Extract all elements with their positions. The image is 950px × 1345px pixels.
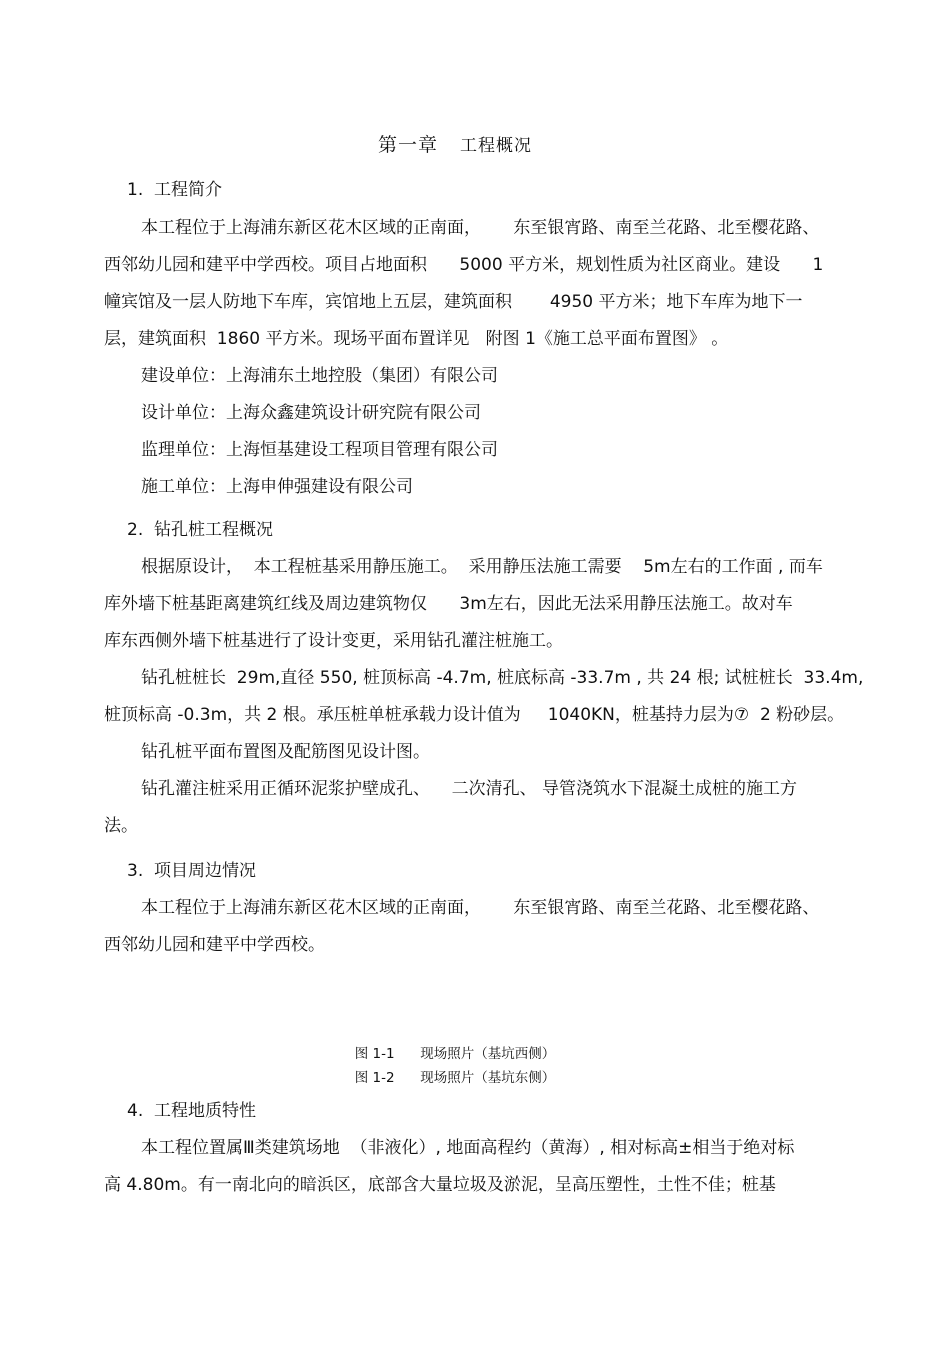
paragraph-line: 西邻幼儿园和建平中学西校。项目占地面积 5000 平方米，规划性质为社区商业。建设 1 — [104, 255, 824, 275]
paragraph-line: 钻孔灌注桩采用正循环泥浆护壁成孔、 二次清孔、 导管浇筑水下混凝土成桩的施工方 — [141, 779, 798, 799]
figure-caption-2: 图 1-2 现场照片（基坑东侧） — [354, 1070, 556, 1086]
figure-caption-1: 图 1-1 现场照片（基坑西侧） — [354, 1046, 556, 1062]
unit-contractor: 施工单位：上海申伸强建设有限公司 — [141, 477, 413, 497]
paragraph-line: 钻孔桩桩长 29m,直径 550, 桩顶标高 -4.7m, 桩底标高 -33.7m , 共 24 根; 试桩桩长 33.4m, — [141, 668, 864, 688]
paragraph-line: 本工程位于上海浦东新区花木区域的正南面， 东至银宵路、南至兰花路、北至樱花路、 — [141, 898, 820, 918]
section-2-body — [104, 549, 864, 845]
section-heading-4: 4. 工程地质特性 — [127, 1101, 257, 1121]
section-heading-3: 3. 项目周边情况 — [127, 861, 257, 881]
paragraph-line: 本工程位置属Ⅲ类建筑场地 （非液化）, 地面高程约（黄海）, 相对标高±相当于绝对标 — [141, 1138, 795, 1158]
paragraph-line: 高 4.80m。有一南北向的暗浜区，底部含大量垃圾及淤泥，呈高压塑性，土性不佳；桩基 — [104, 1175, 776, 1195]
section-heading-2: 2. 钻孔桩工程概况 — [127, 520, 274, 540]
unit-supervision: 监理单位：上海恒基建设工程项目管理有限公司 — [141, 440, 498, 460]
unit-design: 设计单位：上海众鑫建筑设计研究院有限公司 — [141, 403, 481, 423]
paragraph-line: 法。 — [104, 816, 138, 836]
paragraph-line: 西邻幼儿园和建平中学西校。 — [104, 935, 325, 955]
paragraph-line: 本工程位于上海浦东新区花木区域的正南面， 东至银宵路、南至兰花路、北至樱花路、 — [141, 218, 820, 238]
paragraph-line: 桩顶标高 -0.3m，共 2 根。承压桩单桩承载力设计值为 1040KN，桩基持力层为⑦ 2 粉砂层。 — [104, 705, 845, 725]
paragraph-line: 层，建筑面积 1860 平方米。现场平面布置详见 附图 1《施工总平面布置图》 。 — [104, 329, 729, 349]
section-3-body — [104, 890, 849, 964]
paragraph-line: 库东西侧外墙下桩基进行了设计变更，采用钻孔灌注桩施工。 — [104, 631, 563, 651]
chapter-name: 工程概况 — [460, 136, 532, 156]
section-4-body — [104, 1130, 849, 1204]
paragraph-line: 幢宾馆及一层人防地下车库，宾馆地上五层，建筑面积 4950 平方米；地下车库为地下一 — [104, 292, 803, 312]
section-heading-1: 1. 工程简介 — [127, 180, 223, 200]
chapter-title — [0, 130, 910, 157]
paragraph-line: 库外墙下桩基距离建筑红线及周边建筑物仅 3m左右，因此无法采用静压法施工。故对车 — [104, 594, 793, 614]
section-1-body — [104, 210, 849, 506]
paragraph-line: 钻孔桩平面布置图及配筋图见设计图。 — [141, 742, 430, 762]
paragraph-line: 根据原设计， 本工程桩基采用静压施工。 采用静压法施工需要 5m左右的工作面 , 而车 — [141, 557, 823, 577]
unit-construction: 建设单位：上海浦东土地控股（集团）有限公司 — [141, 366, 498, 386]
chapter-number: 第一章 — [377, 134, 438, 156]
